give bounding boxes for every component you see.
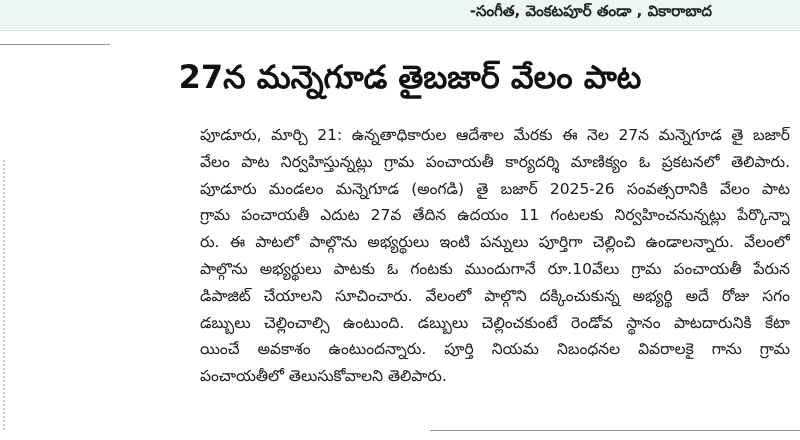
article-body-line: పాల్గొను అభ్యర్థులు పాటకు ఓ గంటకు ముందుగానే రూ.10వేలు గ్రామ పంచాయతీ పేరున [200, 259, 790, 278]
article-body-line: డబ్బులు చెల్లించాల్సి ఉంటుంది. డబ్బులు చెల్లించకుంటే రెండోవ స్థానం పాటదారునికి కేటా [200, 313, 790, 332]
previous-article-banner [0, 0, 800, 31]
column-edge-dots [3, 160, 8, 430]
article-headline: 27న మన్నెగూడ తైబజార్ వేలం పాట [178, 58, 642, 96]
column-divider-rule [0, 44, 110, 45]
article-body-line: పూడూరు మండలం మన్నెగూడ (అంగడి) తై బజార్ 2025-26 సంవత్సరానికి వేలం పాట [200, 179, 790, 198]
article-body-line: డిపాజిట్ చేయాలని సూచించారు. వేలంలో పాల్గొని దక్కించుకున్న అభ్యర్థి అదే రోజు సగం [200, 286, 790, 305]
article-body-line: యించే అవకాశం ఉంటుందన్నారు. పూర్తి నియమ నిబంధనల వివరాలకై గాను గ్రామ [200, 340, 790, 359]
bottom-divider-rule [430, 430, 800, 431]
article-body-line: గ్రామ పంచాయతీ ఎదుట 27వ తేదిన ఉదయం 11 గంటలకు నిర్వహించనున్నట్లు పేర్కొన్నా [200, 206, 790, 225]
article-body-line: రు. ఈ పాటలో పాల్గొను అభ్యర్థులు ఇంటి పన్నులు పూర్తిగా చెల్లించి ఉండాలన్నారు. వేలంలో [200, 233, 790, 252]
previous-article-byline: -సంగీత, వెంకటపూర్ తండా , వికారాబాద [469, 2, 712, 20]
article-body [200, 122, 790, 390]
article-body-line: పంచాయతీలో తెలుసుకోవాలని తెలిపారు. [200, 367, 447, 386]
article-body-line: వేలం పాట నిర్వహిస్తున్నట్లు గ్రామ పంచాయతీ కార్యదర్శి మాణిక్యం ఓ ప్రకటనలో తెలిపారు. [200, 152, 790, 171]
article-body-line: పూడూరు, మార్చి 21: ఉన్నతాధికారుల ఆదేశాల మేరకు ఈ నెల 27న మన్నెగూడ తై బజార్ [200, 126, 790, 144]
